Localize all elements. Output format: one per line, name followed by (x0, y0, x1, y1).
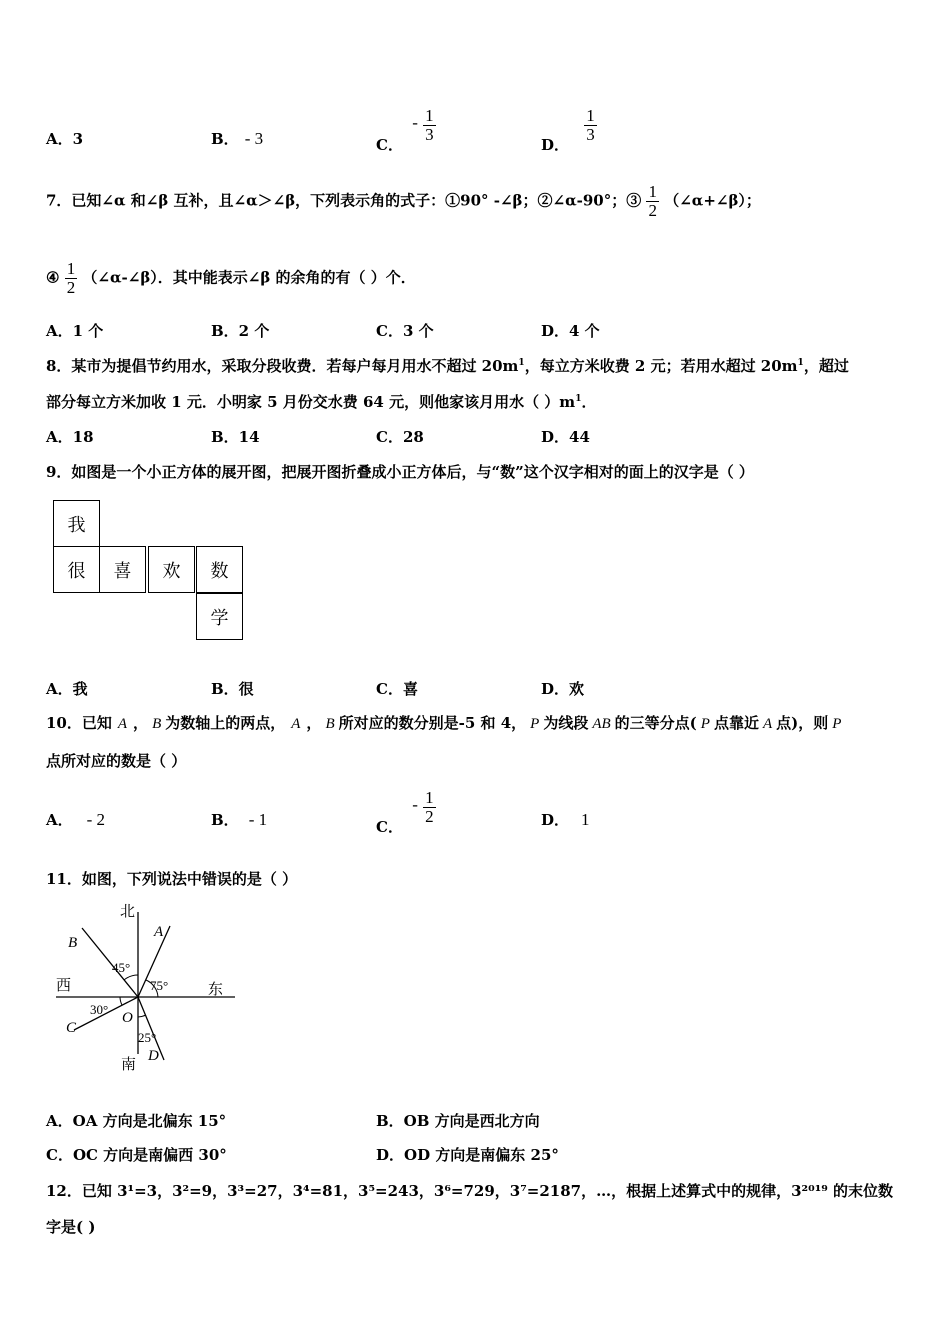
q9-option-d: D．欢 (541, 680, 585, 698)
q10-line1: 10．已知 A ， B 为数轴上的两点， A ， B 所对应的数分别是-5 和 4， P 为线段 AB 的三等分点( P 点靠近 A 点)，则 P (46, 714, 842, 732)
q11-option-a: A．OA 方向是北偏东 15° (46, 1112, 227, 1130)
q7-option-a: A．1 个 (46, 322, 104, 340)
cube-cell-huan: 欢 (148, 546, 195, 593)
label-south: 南 (121, 1055, 137, 1073)
q8-option-a: A．18 (46, 428, 94, 446)
q6-option-d: D． $\frac{1}{3}$ (541, 106, 595, 154)
label-d: D (148, 1048, 159, 1064)
q6-option-c: C． - $\frac{1}{3}$ (376, 106, 434, 154)
q9-option-c: C．喜 (376, 680, 418, 698)
label-angle-30: 30° (90, 1002, 109, 1017)
label-angle-45: 45° (112, 960, 131, 975)
q12-line2: 字是( ) (46, 1218, 96, 1236)
label-o: O (122, 1010, 133, 1026)
arc-45 (124, 975, 138, 980)
label-east: 东 (208, 980, 224, 998)
label-north: 北 (120, 902, 136, 920)
label-angle-25: 25° (138, 1030, 157, 1045)
cube-cell-hen: 很 (53, 546, 100, 593)
q8-line2: 部分每立方米加收 1 元．小明家 5 月份交水费 64 元，则他家该月用水（ ）$m^1$． (46, 393, 597, 411)
q9-option-b: B．很 (211, 680, 254, 698)
q8-line1: 8．某市为提倡节约用水，采取分段收费．若每户每月用水不超过 $20m^1$，每立方米收费 2 元；若用水超过 $20m^1$，超过 (46, 357, 849, 375)
q6-option-b: B． - 3 (211, 129, 264, 148)
q9-question: 9．如图是一个小正方体的展开图，把展开图折叠成小正方体后，与“数”这个汉字相对的面上的汉字是（ ） (46, 463, 754, 481)
q11-question: 11．如图，下列说法中错误的是（ ） (46, 870, 298, 888)
cube-cell-wo: 我 (53, 500, 100, 547)
q10-line2: 点所对应的数是（ ） (46, 752, 187, 770)
q7-option-d: D．4 个 (541, 322, 600, 340)
q8-option-d: D．44 (541, 428, 590, 446)
q10-option-b: B． - 1 (211, 810, 268, 829)
q7-option-b: B．2 个 (211, 322, 270, 340)
q10-option-d: D． 1 (541, 810, 590, 829)
label-c: C (66, 1020, 77, 1036)
q8-option-c: C．28 (376, 428, 424, 446)
cube-cell-shu: 数 (196, 546, 243, 593)
label-b: B (68, 935, 78, 951)
q10-option-a: A． - 2 (46, 810, 106, 829)
q7-option-c: C．3 个 (376, 322, 434, 340)
q9-option-a: A．我 (46, 680, 88, 698)
q11-option-c: C．OC 方向是南偏西 30° (46, 1146, 227, 1164)
label-angle-75: 75° (150, 978, 169, 993)
q7-line2: ④ $\frac{1}{2}$ （∠α-∠β）．其中能表示∠β 的余角的有（ ）个． (46, 259, 416, 297)
q8-option-b: B．14 (211, 428, 260, 446)
cube-cell-xue: 学 (196, 593, 243, 640)
label-a: A (154, 924, 164, 940)
q11-option-b: B．OB 方向是西北方向 (376, 1112, 540, 1130)
compass-diagram (50, 900, 240, 1078)
cube-cell-xi: 喜 (99, 546, 146, 593)
label-west: 西 (56, 976, 72, 994)
q7-line1: 7．已知∠α 和∠β 互补，且∠α＞∠β，下列表示角的式子：①90° -∠β；②∠α-90°；③ $\frac{1}{2}$ （∠α+∠β）； (46, 182, 761, 220)
q6-option-a: A．3 (46, 130, 84, 148)
arc-30 (120, 997, 122, 1005)
q11-option-d: D．OD 方向是南偏东 25° (376, 1146, 559, 1164)
q12-line1: 12．已知 3¹=3，3²=9，3³=27，3⁴=81，3⁵=243，3⁶=729，3⁷=2187，…，根据上述算式中的规律，3²⁰¹⁹ 的末位数 (46, 1182, 894, 1200)
q10-option-c: C． - $\frac{1}{2}$ (376, 788, 434, 836)
arc-25 (138, 1015, 146, 1017)
